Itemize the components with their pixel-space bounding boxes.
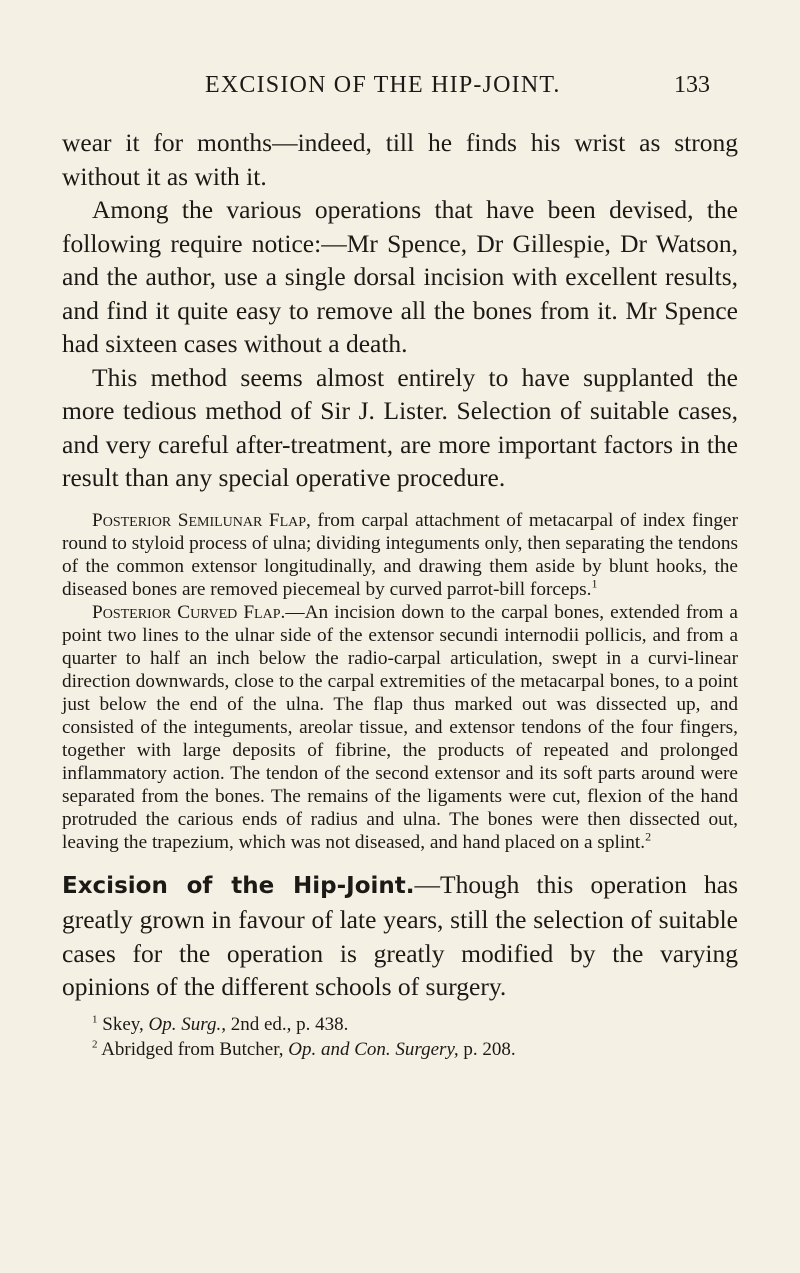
section-text: —Though this operation has greatly grown in favour of late years, still the selection of suitable cases for the operation is greatly modified by the varying opinions of the different schools of surgery. xyxy=(62,869,738,1001)
footnotes xyxy=(62,1012,738,1062)
section-heading: Excision of the Hip-Joint. xyxy=(62,872,415,899)
footnote-1-pre: Skey, xyxy=(97,1013,149,1035)
footnote-1-post: 2nd ed., p. 438. xyxy=(225,1013,349,1035)
operation-descriptions xyxy=(62,509,738,854)
footnote-2-pre: Abridged from Butcher, xyxy=(97,1038,289,1060)
footnote-2-post: p. 208. xyxy=(458,1038,516,1060)
page-header xyxy=(0,72,800,112)
body-text xyxy=(62,126,738,1062)
posterior-semilunar-flap-text: from carpal attachment of metacarpal of index finger round to styloid process of ulna; dividing integuments only, then separating the tendons of the common extensor longitudinally, and drawing them aside by blunt hooks, the diseased bones are removed piecemeal by curved parrot-bill forceps. xyxy=(62,509,738,600)
posterior-semilunar-flap-paragraph xyxy=(62,509,738,601)
posterior-curved-flap-heading: Posterior Curved Flap. xyxy=(92,601,286,623)
paragraph-operations: Among the various operations that have been devised, the following require notice:—Mr Spence, Dr Gillespie, Dr Watson, and the author, use a single dorsal incision with excellent results, and find it quite easy to remove all the bones from it. Mr Spence had sixteen cases without a death. xyxy=(62,195,738,358)
posterior-curved-flap-paragraph xyxy=(62,601,738,854)
footnote-2 xyxy=(62,1037,738,1062)
paragraph-method: This method seems almost entirely to have supplanted the more tedious method of Sir J. Lister. Selection of suitable cases, and very careful after-treatment, are more important factors in the result than any special operative procedure. xyxy=(62,362,738,492)
posterior-semilunar-flap-heading: Posterior Semilunar Flap, xyxy=(92,509,311,531)
footnote-1 xyxy=(62,1012,738,1037)
footnote-ref-2: 2 xyxy=(645,829,652,844)
footnote-ref-1: 1 xyxy=(591,576,598,591)
main-paragraphs xyxy=(62,126,738,495)
hip-joint-section xyxy=(62,868,738,1004)
running-title: EXCISION OF THE HIP-JOINT. xyxy=(205,72,561,98)
paragraph-continued: wear it for months—indeed, till he finds his wrist as strong without it as with it. xyxy=(62,128,738,191)
hip-joint-paragraph xyxy=(62,868,738,1004)
footnote-1-mark: 1 xyxy=(92,1013,98,1026)
posterior-curved-flap-text: —An incision down to the carpal bones, extended from a point two lines to the ulnar side of the extensor secundi internodii pollicis, and from a quarter to half an inch below the radio-carpal articulation, swept in a curvi-linear direction downwards, close to the carpal extremities of the metacarpal bones, to a point just below the end of the ulna. The flap thus marked out was dissected up, and consisted of the integuments, areolar tissue, and extensor tendons of the four fingers, together with large deposits of fibrine, the products of repeated and prolonged inflammatory action. The tendon of the second extensor and its soft parts around were separated from the bones. The remains of the ligaments were cut, flexion of the hand protruded the carious ends of radius and ulna. The bones were then dissected out, leaving the trapezium, which was not diseased, and hand placed on a splint. xyxy=(62,601,738,853)
footnote-1-title: Op. Surg., xyxy=(148,1013,226,1035)
footnote-2-mark: 2 xyxy=(92,1038,98,1051)
page-number: 133 xyxy=(674,72,710,98)
footnote-2-title: Op. and Con. Surgery, xyxy=(288,1038,459,1060)
